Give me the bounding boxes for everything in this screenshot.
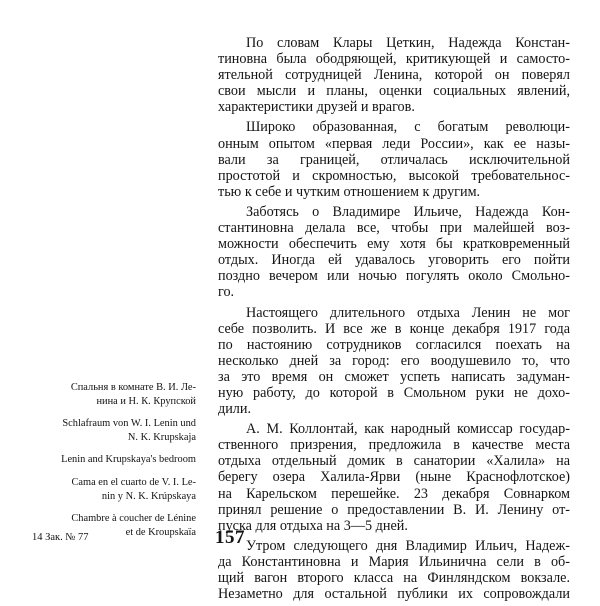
text-line: на Карельском перешейке. 23 декабря Совнарком bbox=[218, 485, 570, 502]
text-line: пуска для отдыха на 3—5 дней. bbox=[218, 517, 408, 534]
text-line: характеристики друзей и врагов. bbox=[218, 99, 415, 116]
caption-spanish bbox=[32, 476, 196, 503]
text-line: щий вагон второго класса на Финляндском вокзале. bbox=[218, 570, 570, 586]
text-line: себе позволить. И все же в конце декабря 1917 года bbox=[218, 320, 570, 337]
text-line: Незаметно для остальной публики их сопровождали bbox=[218, 586, 570, 603]
caption-line: нина и Н. К. Крупской bbox=[96, 395, 196, 407]
text-line: Утром следующего дня Владимир Ильич, Надеж- bbox=[246, 537, 570, 554]
text-line: свои мысли и планы, оценки социальных явлений, bbox=[218, 83, 570, 100]
text-line: Настоящего длительного отдыха Ленин не мог bbox=[246, 304, 570, 321]
text-line: по настоянию сотрудников согласился поехать на bbox=[218, 336, 570, 353]
paragraph-5 bbox=[218, 421, 570, 534]
text-line: ятельной сотрудницей Ленина, которой он поверял bbox=[218, 67, 570, 84]
paragraph-3 bbox=[218, 204, 570, 301]
caption-line: N. K. Krupskaja bbox=[127, 431, 196, 443]
photo-caption-block bbox=[32, 381, 196, 548]
main-text-column bbox=[218, 35, 570, 606]
text-line: онным опытом «первая леди России», как ее назы- bbox=[218, 135, 570, 152]
paragraph-2 bbox=[218, 119, 570, 199]
text-line: Широко образованная, с богатым революци- bbox=[246, 119, 570, 136]
paragraph-1 bbox=[218, 35, 570, 115]
caption-line: Schlafraum von W. I. Lenin und bbox=[62, 418, 196, 430]
caption-line: Спальня в комнате В. И. Ле- bbox=[70, 382, 196, 393]
text-line: стантиновна делала все, чтобы при малейшей воз- bbox=[218, 220, 570, 237]
text-line: По словам Клары Цеткин, Надежда Констан- bbox=[246, 35, 570, 51]
text-line: Заботясь о Владимире Ильиче, Надежда Кон- bbox=[246, 203, 570, 220]
text-line: да Константиновна и Мария Ильинична сели в об- bbox=[218, 553, 570, 570]
caption-german bbox=[32, 417, 196, 444]
text-line: вали за границей, отличалась исключительной bbox=[218, 151, 570, 168]
text-line: простотой и скромностью, высокой требовательнос- bbox=[218, 167, 570, 184]
text-line: берегу озера Халила-Ярви (ныне Краснофлотское) bbox=[218, 469, 570, 486]
caption-line: et de Kroupskaïa bbox=[125, 526, 196, 538]
page-number: 157 bbox=[215, 527, 245, 548]
text-line: принял решение о предоставлении В. И. Ленину от- bbox=[218, 501, 570, 518]
text-line: можности обеспечить ему хотя бы кратковременный bbox=[218, 236, 570, 253]
paragraph-6 bbox=[218, 538, 570, 602]
text-line: ную работу, до которой в Смольном руки не дохо- bbox=[218, 384, 570, 401]
caption-line: Chambre à coucher de Lénine bbox=[71, 513, 196, 525]
text-line: дили. bbox=[218, 401, 252, 418]
caption-english bbox=[32, 453, 196, 467]
caption-line: nin y N. K. Krúpskaya bbox=[101, 490, 196, 502]
text-line: тиновна была ободряющей, критикующей и самосто- bbox=[218, 51, 570, 68]
caption-line: Lenin and Krupskaya's bedroom bbox=[61, 454, 196, 466]
text-line: отдых. Иногда ей удавалось уговорить его пойти bbox=[218, 252, 570, 269]
text-line: за это время он сможет успеть написать задуман- bbox=[218, 368, 570, 385]
printer-signature: 14 Зак. № 77 bbox=[32, 532, 89, 543]
text-line: ственного призрения, предложила в качестве места bbox=[218, 437, 570, 454]
text-line: поздно вечером или ночью погулять около Смольно- bbox=[218, 268, 570, 285]
caption-russian bbox=[32, 381, 196, 408]
text-line: А. М. Коллонтай, как народный комиссар государ- bbox=[246, 421, 570, 438]
text-line: несколько дней за город: его воодушевило то, что bbox=[218, 352, 570, 369]
text-line: тью к себе и чутким отношением к другим. bbox=[218, 183, 481, 200]
paragraph-4 bbox=[218, 305, 570, 418]
text-line: го. bbox=[218, 284, 235, 301]
caption-line: Cama en el cuarto de V. I. Le- bbox=[71, 476, 196, 488]
text-line: отдыха отдельный домик в санатории «Халила» на bbox=[218, 453, 570, 470]
